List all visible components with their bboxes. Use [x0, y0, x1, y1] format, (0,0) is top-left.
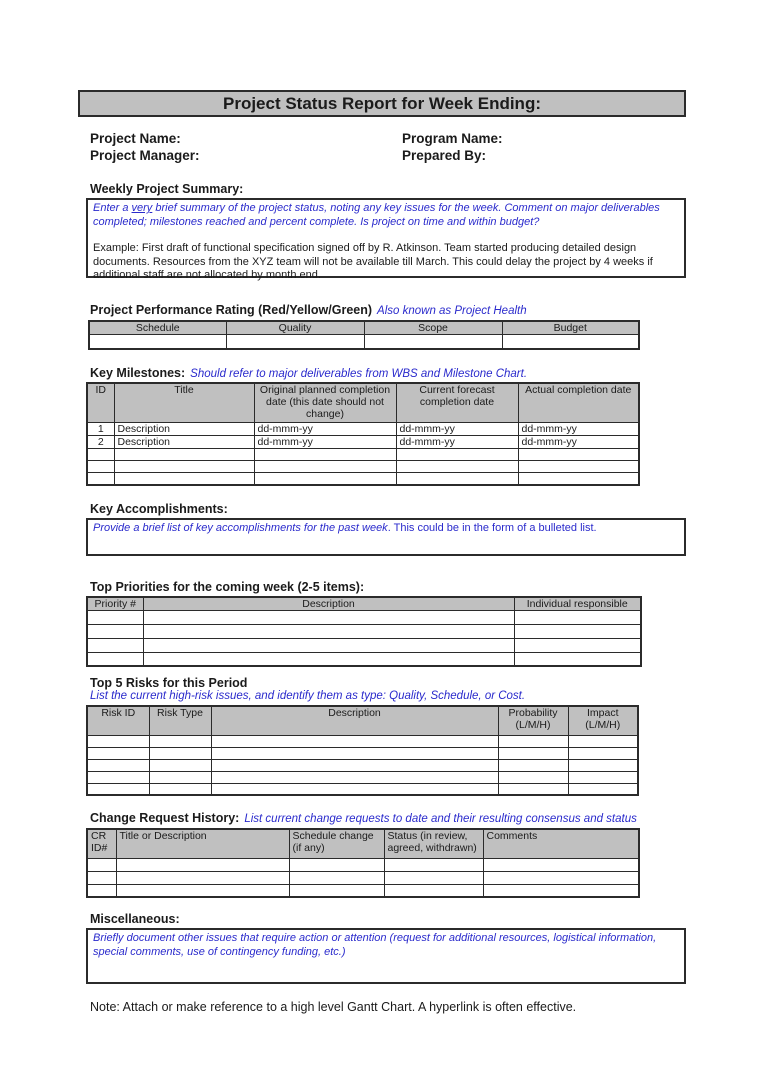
- table-row: [89, 335, 639, 349]
- table-cell[interactable]: [87, 638, 143, 652]
- hint-italic: Provide a brief list of key accomplishments for the past week: [93, 521, 388, 534]
- table-cell[interactable]: [87, 783, 149, 795]
- column-header: Probability (L/M/H): [498, 706, 568, 735]
- table-cell[interactable]: [149, 747, 211, 759]
- table-cell[interactable]: [514, 610, 641, 624]
- table-cell[interactable]: [211, 747, 498, 759]
- table-cell[interactable]: [254, 449, 396, 461]
- top-priorities-section: [90, 580, 686, 594]
- table-cell[interactable]: [568, 783, 638, 795]
- table-cell[interactable]: [87, 624, 143, 638]
- heading-text: Key Milestones:: [90, 365, 186, 380]
- table-cell[interactable]: [149, 735, 211, 747]
- table-cell[interactable]: [396, 461, 518, 473]
- column-header: Scope: [364, 321, 502, 335]
- table-cell[interactable]: [211, 783, 498, 795]
- table-cell[interactable]: [87, 652, 143, 666]
- performance-rating-table: [88, 320, 640, 350]
- project-name-label[interactable]: Project Name:: [90, 131, 181, 146]
- table-row: [87, 638, 641, 652]
- table-row: [87, 735, 638, 747]
- table-cell[interactable]: [211, 771, 498, 783]
- column-header: Description: [143, 597, 514, 611]
- table-cell[interactable]: dd-mmm-yy: [518, 436, 639, 449]
- miscellaneous-box[interactable]: [86, 928, 686, 984]
- table-row: [87, 473, 639, 485]
- table-cell[interactable]: [87, 771, 149, 783]
- table-row: [87, 871, 639, 884]
- table-cell[interactable]: [384, 871, 483, 884]
- table-row: [87, 771, 638, 783]
- table-cell[interactable]: [87, 759, 149, 771]
- program-name-label[interactable]: Program Name:: [402, 131, 503, 146]
- column-header: Individual responsible: [514, 597, 641, 611]
- column-header: Risk Type: [149, 706, 211, 735]
- table-cell[interactable]: [116, 884, 289, 897]
- table-cell[interactable]: [498, 783, 568, 795]
- weekly-summary-heading: [90, 182, 686, 196]
- column-header: Title or Description: [116, 829, 289, 858]
- top-risks-hint: List the current high-risk issues, and identify them as type: Quality, Schedule, or Cost.: [90, 690, 526, 702]
- table-cell[interactable]: [87, 884, 116, 897]
- key-accomplishments-heading: [90, 502, 686, 516]
- weekly-summary-box[interactable]: [86, 198, 686, 281]
- header-fields-right: [402, 130, 768, 164]
- report-title-bar: [78, 90, 686, 117]
- header-row: [89, 321, 639, 335]
- table-cell[interactable]: [87, 858, 116, 871]
- hint-part-1: Enter a: [93, 202, 132, 214]
- top-priorities-table: [86, 596, 642, 668]
- table-cell[interactable]: Description: [114, 423, 254, 436]
- column-header: Description: [211, 706, 498, 735]
- weekly-summary-hint: [93, 202, 679, 229]
- column-header: Impact (L/M/H): [568, 706, 638, 735]
- heading-text: Top 5 Risks for this Period: [90, 676, 248, 690]
- table-cell[interactable]: [483, 871, 639, 884]
- table-cell[interactable]: [149, 759, 211, 771]
- miscellaneous-hint: Briefly document other issues that require action or attention (request for additional resources, logistical information, special comments, use of contingency funding, etc.): [93, 932, 657, 958]
- table-cell[interactable]: [87, 871, 116, 884]
- heading-hint: Also known as Project Health: [377, 305, 527, 317]
- table-row: [87, 884, 639, 897]
- table-cell[interactable]: [114, 461, 254, 473]
- column-header: Budget: [502, 321, 639, 335]
- column-header: Risk ID: [87, 706, 149, 735]
- change-request-heading: [90, 811, 686, 826]
- column-header: Priority #: [87, 597, 143, 611]
- hint-part-2: brief summary of the project status, noting any key issues for the week. Comment on major deliverables completed; milestones reached and percent complete. Is project on time and within budget?: [93, 202, 660, 228]
- table-cell[interactable]: [364, 335, 502, 349]
- table-cell[interactable]: [89, 335, 226, 349]
- column-header: Comments: [483, 829, 639, 858]
- table-cell[interactable]: [514, 638, 641, 652]
- heading-text: Miscellaneous:: [90, 912, 180, 926]
- table-cell[interactable]: [143, 624, 514, 638]
- table-cell[interactable]: [87, 461, 114, 473]
- table-cell[interactable]: [211, 759, 498, 771]
- table-cell[interactable]: [289, 858, 384, 871]
- table-cell[interactable]: [87, 610, 143, 624]
- column-header: Schedule change (if any): [289, 829, 384, 858]
- table-row: [87, 858, 639, 871]
- table-row: [87, 624, 641, 638]
- table-cell[interactable]: [143, 652, 514, 666]
- table-row: [87, 423, 639, 436]
- table-cell[interactable]: [518, 473, 639, 485]
- hint-underlined-word: very: [131, 202, 153, 214]
- miscellaneous-heading: [90, 912, 686, 926]
- table-cell[interactable]: dd-mmm-yy: [396, 436, 518, 449]
- table-cell[interactable]: [483, 858, 639, 871]
- table-row: [87, 610, 641, 624]
- table-row: [87, 759, 638, 771]
- table-cell[interactable]: [396, 449, 518, 461]
- column-header: CR ID#: [87, 829, 116, 858]
- weekly-summary-example: Example: First draft of functional specification signed off by R. Atkinson. Team started producing detailed design documents. Resources from the XYZ team will not be available till March. This could delay the project by 4 weeks if additional staff are not allocated by month end.: [93, 242, 653, 281]
- header-fields-left: [90, 130, 402, 164]
- table-row: [87, 747, 638, 759]
- heading-hint: Should refer to major deliverables from WBS and Milestone Chart.: [190, 367, 528, 380]
- performance-rating-heading: [90, 303, 686, 318]
- column-header: Schedule: [89, 321, 226, 335]
- table-cell[interactable]: [568, 735, 638, 747]
- table-cell[interactable]: [514, 624, 641, 638]
- header-fields: [90, 130, 768, 164]
- table-cell[interactable]: [568, 747, 638, 759]
- table-row: [87, 449, 639, 461]
- table-cell[interactable]: [254, 473, 396, 485]
- heading-text: Weekly Project Summary:: [90, 182, 244, 196]
- table-cell[interactable]: [396, 473, 518, 485]
- column-header: Actual completion date: [518, 383, 639, 423]
- table-cell[interactable]: [226, 335, 364, 349]
- key-accomplishments-hint: [93, 522, 679, 536]
- table-cell[interactable]: [114, 449, 254, 461]
- key-accomplishments-section: [90, 502, 686, 516]
- table-cell[interactable]: [518, 449, 639, 461]
- top-risks-section: [90, 676, 686, 703]
- miscellaneous-section: [90, 912, 686, 926]
- header-row: [87, 829, 639, 858]
- table-cell[interactable]: [483, 884, 639, 897]
- column-header: Status (in review, agreed, withdrawn): [384, 829, 483, 858]
- heading-text: Top Priorities for the coming week (2-5 items):: [90, 579, 365, 594]
- table-cell[interactable]: [149, 783, 211, 795]
- top-risks-heading: [90, 676, 686, 690]
- change-request-section: [90, 811, 686, 826]
- table-cell[interactable]: [498, 735, 568, 747]
- top-risks-table: [86, 705, 639, 796]
- heading-text: Key Accomplishments:: [90, 501, 228, 516]
- table-cell[interactable]: [143, 638, 514, 652]
- heading-text: Project Performance Rating (Red/Yellow/Green): [90, 303, 373, 317]
- heading-text: Change Request History:: [90, 811, 240, 825]
- table-cell[interactable]: [502, 335, 639, 349]
- key-milestones-section: [90, 366, 686, 381]
- table-cell[interactable]: dd-mmm-yy: [254, 436, 396, 449]
- table-cell[interactable]: [498, 747, 568, 759]
- table-cell[interactable]: [114, 473, 254, 485]
- key-milestones-heading: [90, 366, 686, 381]
- column-header: Original planned completion date (this date should not change): [254, 383, 396, 423]
- table-cell[interactable]: [87, 747, 149, 759]
- column-header: ID: [87, 383, 114, 423]
- table-row: [87, 652, 641, 666]
- table-cell[interactable]: [384, 884, 483, 897]
- top-priorities-heading: [90, 580, 686, 594]
- key-accomplishments-box[interactable]: [86, 518, 686, 556]
- table-cell[interactable]: [498, 759, 568, 771]
- table-cell[interactable]: [87, 449, 114, 461]
- table-cell[interactable]: [87, 735, 149, 747]
- table-cell[interactable]: [149, 771, 211, 783]
- table-cell[interactable]: [143, 610, 514, 624]
- header-row: [87, 597, 641, 611]
- table-cell[interactable]: [254, 461, 396, 473]
- table-cell[interactable]: [498, 771, 568, 783]
- weekly-summary-section: [90, 182, 686, 196]
- table-cell[interactable]: [568, 771, 638, 783]
- table-row: [87, 461, 639, 473]
- header-row: [87, 383, 639, 423]
- project-manager-label[interactable]: Project Manager:: [90, 148, 200, 163]
- table-cell[interactable]: [116, 858, 289, 871]
- table-cell[interactable]: 1: [87, 423, 114, 436]
- table-cell[interactable]: dd-mmm-yy: [254, 423, 396, 436]
- column-header: Quality: [226, 321, 364, 335]
- table-cell[interactable]: [289, 884, 384, 897]
- table-cell[interactable]: Description: [114, 436, 254, 449]
- key-milestones-table: [86, 382, 640, 486]
- column-header: Current forecast completion date: [396, 383, 518, 423]
- table-cell[interactable]: [568, 759, 638, 771]
- heading-hint: List current change requests to date and their resulting consensus and status: [244, 813, 637, 825]
- footer-note: Note: Attach or make reference to a high level Gantt Chart. A hyperlink is often effective.: [90, 1000, 577, 1014]
- table-row: [87, 436, 639, 449]
- table-cell[interactable]: [211, 735, 498, 747]
- table-cell[interactable]: [514, 652, 641, 666]
- table-cell[interactable]: 2: [87, 436, 114, 449]
- column-header: Title: [114, 383, 254, 423]
- hint-regular: . This could be in the form of a bulleted list.: [387, 521, 597, 534]
- table-cell[interactable]: dd-mmm-yy: [396, 423, 518, 436]
- table-cell[interactable]: [116, 871, 289, 884]
- table-cell[interactable]: [289, 871, 384, 884]
- table-cell[interactable]: [87, 473, 114, 485]
- project-status-report-page: [0, 90, 768, 1084]
- performance-rating-section: [90, 303, 686, 318]
- table-cell[interactable]: [518, 461, 639, 473]
- change-request-table: [86, 828, 640, 898]
- table-cell[interactable]: dd-mmm-yy: [518, 423, 639, 436]
- table-row: [87, 783, 638, 795]
- report-title: Project Status Report for Week Ending:: [222, 94, 541, 113]
- table-cell[interactable]: [384, 858, 483, 871]
- prepared-by-label[interactable]: Prepared By:: [402, 148, 487, 163]
- header-row: [87, 706, 638, 735]
